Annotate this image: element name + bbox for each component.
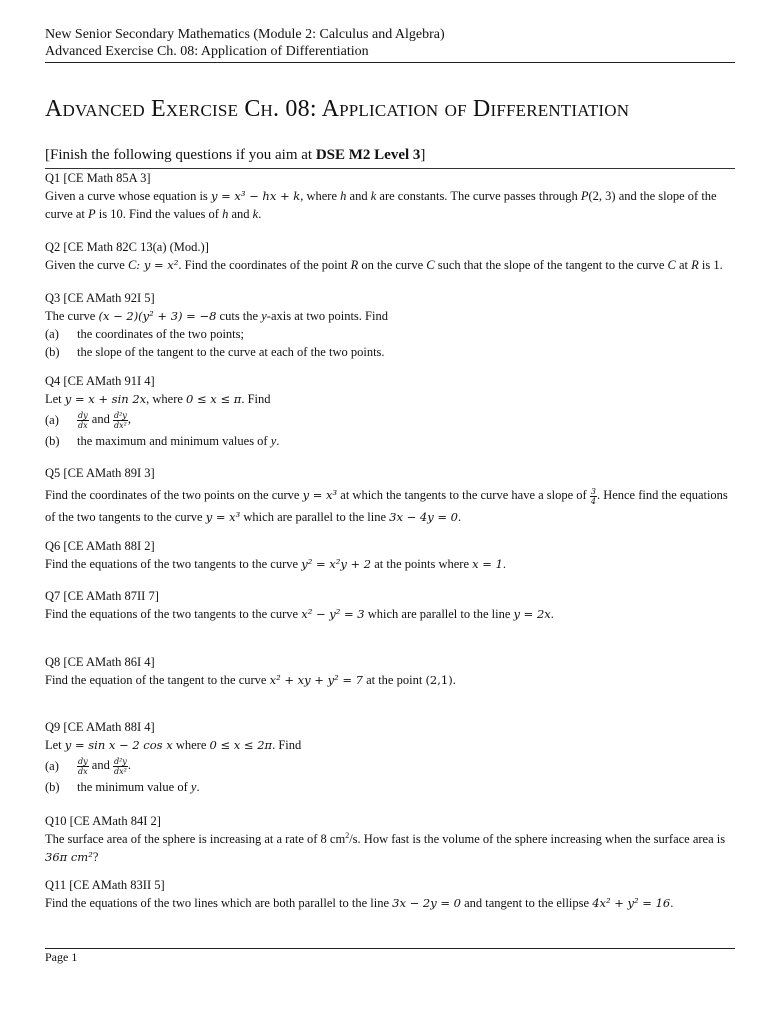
text: -axis at two points. Find	[266, 309, 388, 323]
fraction-d2y-dx2	[113, 757, 128, 776]
question-8	[45, 653, 735, 689]
text: .	[458, 510, 462, 524]
fraction-numerator: 3	[590, 486, 596, 496]
sub-question-b	[45, 778, 735, 796]
question-text	[45, 830, 735, 848]
text: Find the coordinates of the two points on the curve	[45, 488, 303, 502]
math-equation: x² − y² = 3	[301, 607, 365, 621]
text: . Find the coordinates of the point	[178, 258, 351, 272]
page-title: Advanced Exercise Ch. 08: Application of Differentiation	[45, 96, 630, 122]
text: , where	[300, 189, 341, 203]
sub-label: (a)	[45, 759, 59, 773]
text: and	[88, 412, 113, 427]
fraction-three-quarters	[590, 487, 597, 506]
text: which are parallel to the line	[240, 510, 390, 524]
var-c: C	[127, 258, 137, 272]
question-4	[45, 372, 735, 450]
question-text	[45, 555, 735, 573]
text: .	[127, 758, 131, 773]
question-2	[45, 238, 735, 274]
sub-question-a	[45, 408, 735, 432]
fraction-denominator: dx²	[113, 420, 127, 430]
text: ?	[92, 850, 99, 864]
text: , where	[146, 392, 187, 406]
text: Let	[45, 392, 65, 406]
question-text	[45, 894, 735, 912]
text: and	[88, 758, 113, 773]
var-k: k	[370, 189, 377, 203]
var-c: C	[426, 258, 435, 272]
sub-question-b	[45, 432, 735, 450]
question-3	[45, 289, 735, 361]
text: at the points where	[371, 557, 473, 571]
question-text	[45, 736, 735, 754]
var-h: h	[340, 189, 347, 203]
fraction-denominator: 4	[590, 496, 596, 506]
question-6	[45, 537, 735, 573]
math-equation: y = 2x	[513, 607, 551, 621]
fraction-denominator: dx	[78, 766, 88, 776]
superscript: 2	[345, 830, 350, 840]
math-equation: 3x − 4y = 0	[389, 510, 458, 524]
fraction-numerator: dy	[78, 410, 88, 420]
fraction-numerator: dy	[78, 756, 88, 766]
question-text	[45, 187, 735, 205]
text: .	[258, 207, 262, 221]
var-y: y	[270, 434, 277, 448]
text: the minimum value of	[77, 780, 191, 794]
var-y: y	[190, 780, 197, 794]
fraction-denominator: dx	[78, 420, 88, 430]
question-source: Q11 [CE AMath 83II 5]	[45, 878, 165, 892]
text: /s. How fast is the volume of the sphere increasing when the surface area is	[349, 832, 726, 846]
sub-label: (a)	[45, 413, 59, 427]
var-c: C	[667, 258, 676, 272]
question-7	[45, 587, 735, 623]
text: Given the curve	[45, 258, 128, 272]
text: the coordinates of the two points;	[77, 327, 244, 341]
question-text	[45, 848, 735, 866]
text: Given a curve whose equation is	[45, 189, 211, 203]
running-header-course: New Senior Secondary Mathematics (Module 2: Calculus and Algebra)	[45, 27, 445, 42]
fraction-d2y-dx2	[113, 411, 128, 430]
math-equation: (x − 2)(y² + 3) = −8	[98, 309, 217, 323]
math-equation: y = x³	[205, 510, 241, 524]
text: at the point	[362, 673, 426, 687]
text: is 10. Find the values of	[95, 207, 223, 221]
fraction-numerator: d²y	[113, 756, 127, 766]
text: .	[276, 434, 280, 448]
text: Find the equation of the tangent to the curve	[45, 673, 270, 687]
question-source: Q5 [CE AMath 89I 3]	[45, 466, 155, 480]
math-equation: y = x³	[302, 488, 338, 502]
question-text	[45, 482, 735, 508]
var-r: R	[691, 258, 699, 272]
text: .	[502, 557, 507, 571]
text: on the curve	[358, 258, 427, 272]
question-source: Q9 [CE AMath 88I 4]	[45, 720, 155, 734]
text: Find the equations of the two lines which are both parallel to the line	[45, 896, 393, 910]
aim-suffix: ]	[420, 147, 426, 163]
question-source: Q10 [CE AMath 84I 2]	[45, 814, 161, 828]
text: and tangent to the ellipse	[460, 896, 593, 910]
text: which are parallel to the line	[364, 607, 514, 621]
question-source: Q1 [CE Math 85A 3]	[45, 171, 151, 185]
question-1	[45, 169, 735, 223]
running-header-chapter: Advanced Exercise Ch. 08: Application of Differentiation	[45, 44, 369, 59]
sub-question-b	[45, 343, 735, 361]
text: The curve	[45, 309, 99, 323]
text: of the two tangents to the curve	[45, 510, 206, 524]
question-source: Q3 [CE AMath 92I 5]	[45, 291, 155, 305]
question-source: Q8 [CE AMath 86I 4]	[45, 655, 155, 669]
page-number: Page 1	[45, 950, 78, 964]
fraction-dy-dx	[77, 757, 89, 776]
math-equation: 3x − 2y = 0	[392, 896, 461, 910]
document-page	[45, 0, 735, 1024]
question-text	[45, 508, 735, 526]
text: the slope of the tangent to the curve at each of the two points.	[77, 345, 385, 359]
aim-level: DSE M2 Level 3	[315, 147, 421, 163]
fraction-numerator: d²y	[113, 410, 127, 420]
text: ,	[127, 412, 131, 427]
question-text	[45, 390, 735, 408]
question-text	[45, 256, 735, 274]
fraction-dy-dx	[77, 411, 89, 430]
question-10	[45, 812, 735, 866]
sub-label: (a)	[45, 327, 59, 341]
sub-label: (b)	[45, 434, 60, 448]
math-equation: x² + xy + y² = 7	[269, 673, 363, 687]
text: at which the tangents to the curve have a slope of	[337, 488, 590, 502]
text: is 1.	[698, 258, 723, 272]
math-equation: : y = x²	[136, 258, 179, 272]
question-source: Q7 [CE AMath 87II 7]	[45, 589, 159, 603]
text: .	[670, 896, 674, 910]
text: are constants. The curve passes through	[376, 189, 581, 203]
math-inequality: 0 ≤ x ≤ π	[186, 392, 242, 406]
text: . Find	[241, 392, 271, 406]
question-11	[45, 876, 735, 912]
aim-instruction	[45, 147, 425, 164]
text: where	[172, 738, 210, 752]
question-source: Q4 [CE AMath 91I 4]	[45, 374, 155, 388]
text: .	[550, 607, 554, 621]
math-equation: y = x³ − hx + k	[210, 189, 301, 203]
text: (2, 3) and the slope of the	[588, 189, 717, 203]
text: curve at	[45, 207, 89, 221]
text: Find the equations of the two tangents to the curve	[45, 607, 302, 621]
text: Let	[45, 738, 65, 752]
fraction-denominator: dx²	[113, 766, 127, 776]
var-h: h	[222, 207, 229, 221]
math-equation: y² = x²y + 2	[301, 557, 372, 571]
text: at	[675, 258, 692, 272]
footer-rule	[45, 948, 735, 949]
math-expression: 36π cm²	[45, 850, 93, 864]
question-text	[45, 671, 735, 689]
sub-question-a	[45, 754, 735, 778]
sub-label: (b)	[45, 780, 60, 794]
text: . Find	[272, 738, 302, 752]
header-rule	[45, 62, 735, 63]
text: . Hence find the equations	[596, 488, 728, 502]
var-p: P	[88, 207, 96, 221]
question-text	[45, 307, 735, 325]
math-equation: y = x + sin 2x	[64, 392, 147, 406]
text: and	[346, 189, 371, 203]
text: such that the slope of the tangent to the curve	[434, 258, 668, 272]
var-r: R	[350, 258, 359, 272]
question-source: Q2 [CE Math 82C 13(a) (Mod.)]	[45, 240, 209, 254]
question-5	[45, 464, 735, 526]
math-inequality: 0 ≤ x ≤ 2π	[209, 738, 273, 752]
var-p: P	[580, 189, 589, 203]
question-text	[45, 605, 735, 623]
math-equation: 4x² + y² = 16	[592, 896, 671, 910]
text: .	[452, 673, 456, 687]
text: and	[228, 207, 253, 221]
var-k: k	[252, 207, 259, 221]
math-equation: y = sin x − 2 cos x	[64, 738, 173, 752]
text: the maximum and minimum values of	[77, 434, 271, 448]
math-equation: x = 1	[472, 557, 503, 571]
text: .	[196, 780, 200, 794]
text: The surface area of the sphere is increasing at a rate of 8 cm	[45, 832, 346, 846]
text: Find the equations of the two tangents to the curve	[45, 557, 302, 571]
var-y: y	[261, 309, 267, 323]
question-source: Q6 [CE AMath 88I 2]	[45, 539, 155, 553]
sub-label: (b)	[45, 345, 60, 359]
question-text	[45, 205, 735, 223]
sub-question-a	[45, 325, 735, 343]
text: cuts the	[216, 309, 262, 323]
math-point: (2,1)	[425, 673, 453, 687]
question-9	[45, 718, 735, 796]
aim-prefix: [Finish the following questions if you aim at	[45, 147, 316, 163]
